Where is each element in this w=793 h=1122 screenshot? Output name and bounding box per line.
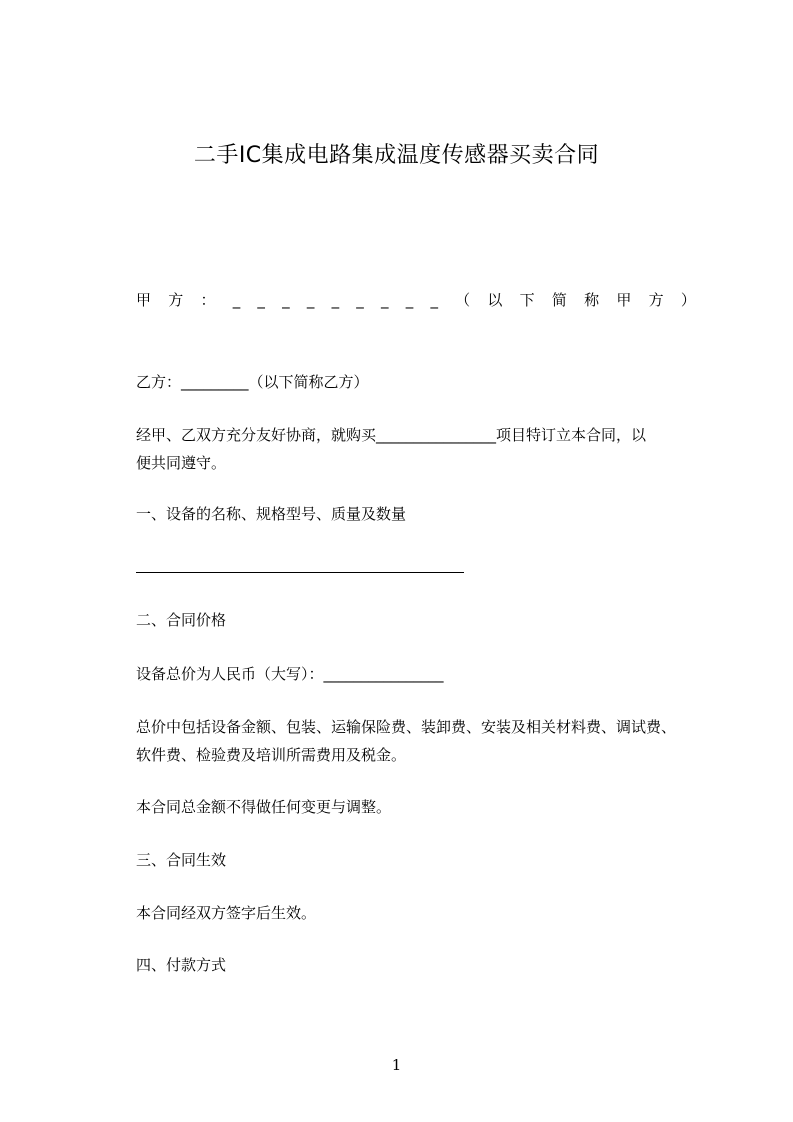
party-a-char: 甲 [616,291,632,309]
party-a-char: _ [282,291,290,309]
party-a-char: _ [356,291,364,309]
party-a-char: 方 [648,291,664,309]
effective-clause: 本合同经双方签字后生效。 [136,904,317,922]
price-fixed-clause: 本合同总金额不得做任何变更与调整。 [136,798,392,816]
party-a-char: _ [257,291,265,309]
section-2-heading: 二、合同价格 [136,611,227,629]
party-a-char: _ [331,291,340,309]
party-a-char: _ [306,291,315,309]
price-includes-line-1: 总价中包括设备金额、包装、运输保险费、装卸费、安装及相关材料费、调试费、 [136,718,677,736]
intro-paragraph-line-2: 便共同遵守。 [136,454,227,472]
party-a-char: 下 [519,291,535,309]
party-a-char: _ [381,291,389,309]
section-1-heading: 一、设备的名称、规格型号、质量及数量 [136,505,407,523]
party-a-char: 方 [168,291,184,309]
party-a-char: 以 [487,291,503,309]
party-a-char: ） [680,291,696,309]
party-a-char: _ [232,291,241,309]
document-title: 二手IC集成电路集成温度传感器买卖合同 [193,143,600,168]
total-price-line: 设备总价为人民币（大写）：________________ [136,665,444,683]
party-a-char: 简 [551,291,567,309]
party-a-char: （ [455,291,471,309]
section-4-heading: 四、付款方式 [136,956,227,974]
party-b-line: 乙方：_________（以下简称乙方） [136,373,369,391]
party-a-char: 称 [584,291,600,309]
page-number: 1 [391,1056,402,1074]
intro-paragraph-line-1: 经甲、乙双方充分友好协商，就购买________________项目特订立本合同，以 [136,426,647,444]
party-a-char: _ [430,291,438,309]
party-a-char: 甲 [136,291,152,309]
party-a-char: _ [405,291,414,309]
price-includes-line-2: 软件费、检验费及培训所需费用及税金。 [136,746,407,764]
blank-underline [136,572,464,573]
party-a-char: ： [200,291,216,309]
section-3-heading: 三、合同生效 [136,851,227,869]
party-a-line [136,286,696,314]
